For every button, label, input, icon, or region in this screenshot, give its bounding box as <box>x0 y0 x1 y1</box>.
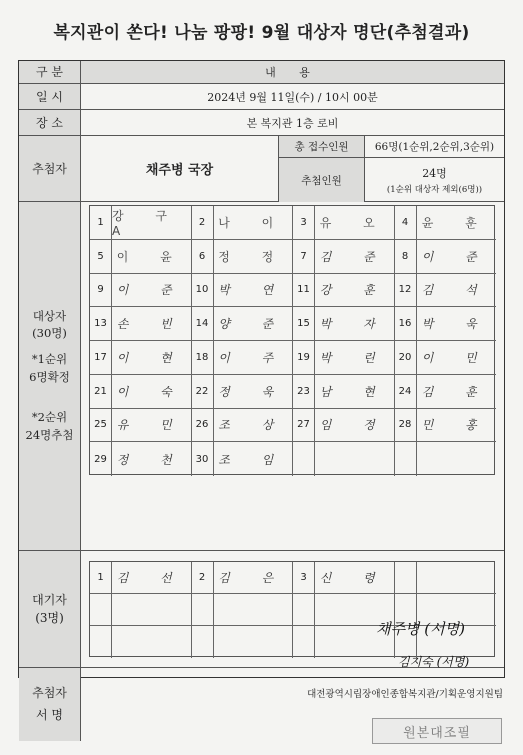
total-label: 총 접수인원 <box>279 136 365 158</box>
recipient-cell <box>192 442 294 476</box>
waiting-number: 2 <box>192 562 214 593</box>
original-verified-stamp: 원본대조필 <box>372 718 502 744</box>
waiting-cell <box>192 562 294 594</box>
recipient-number: 19 <box>293 341 315 374</box>
recipient-cell <box>395 409 497 443</box>
waiting-name: 김 선 <box>116 571 186 585</box>
waiting-grid <box>89 561 495 657</box>
recipient-cell <box>90 307 192 341</box>
waiting-number <box>192 626 214 658</box>
waiting-row <box>19 551 504 668</box>
draw-count-number: 24명 <box>422 167 447 180</box>
recipient-number: 22 <box>192 375 214 408</box>
date-label: 일 시 <box>19 84 81 109</box>
recipient-cell <box>293 375 395 409</box>
total-value: 66명(1순위,2순위,3순위) <box>365 136 504 158</box>
recipient-name: 유 오 <box>319 215 389 230</box>
recipient-cell <box>395 274 497 308</box>
recipient-cell <box>395 341 497 375</box>
recipient-number: 26 <box>192 409 214 442</box>
signature-label-title: 추첨자 <box>32 685 67 700</box>
recipient-name: 김 석 <box>421 283 491 298</box>
recipient-number: 13 <box>90 307 112 340</box>
recipient-number <box>293 442 315 476</box>
recipient-cell <box>395 240 497 274</box>
recipient-number: 28 <box>395 409 417 442</box>
recipient-name <box>417 442 497 476</box>
recipient-name: 나 이 <box>218 215 288 230</box>
recipient-number: 7 <box>293 240 315 273</box>
recipient-cell <box>90 240 192 274</box>
recipient-number: 15 <box>293 307 315 340</box>
date-value: 2024년 9월 11일(수) / 10시 00분 <box>207 90 378 104</box>
draw-count-label: 추첨인원 <box>279 158 365 202</box>
recipient-name: 손 빈 <box>116 317 186 332</box>
waiting-number <box>192 594 214 625</box>
place-label: 장 소 <box>19 110 81 135</box>
recipients-row <box>19 202 504 551</box>
recipients-label-rank1: *1순위 <box>31 352 68 367</box>
recipient-name: 윤 훈 <box>421 215 491 230</box>
waiting-number: 3 <box>293 562 315 593</box>
organization-footer: 대전광역시립장애인종합복지관/기획운영지원팀 <box>307 689 503 700</box>
recipient-number: 14 <box>192 307 214 340</box>
recipient-name: 박 자 <box>319 317 389 332</box>
recipients-label-rank1-note: 6명확정 <box>29 370 70 384</box>
recipient-number: 11 <box>293 274 315 307</box>
place-row <box>19 110 504 136</box>
recipient-cell <box>395 206 497 240</box>
recipient-number: 29 <box>90 442 112 476</box>
waiting-number: 1 <box>90 562 112 593</box>
header-value: 내 용 <box>265 66 320 79</box>
recipients-label-rank2: *2순위 <box>31 409 68 424</box>
recipient-cell <box>192 206 294 240</box>
recipient-name: 유 민 <box>116 418 186 433</box>
header-row <box>19 61 504 84</box>
drawer-row <box>19 136 504 202</box>
recipient-name: 민 홍 <box>421 418 491 433</box>
recipient-number: 3 <box>293 206 315 239</box>
signature-label <box>19 668 81 741</box>
waiting-cell <box>395 562 497 594</box>
recipient-cell <box>192 307 294 341</box>
recipient-name <box>315 442 394 476</box>
recipient-cell <box>90 274 192 308</box>
recipient-cell <box>293 206 395 240</box>
recipient-cell <box>293 442 395 476</box>
draw-count-value <box>365 158 504 202</box>
waiting-number <box>395 562 417 593</box>
recipient-cell <box>90 442 192 476</box>
recipient-number: 30 <box>192 442 214 476</box>
recipient-name: 김 준 <box>319 249 389 264</box>
recipient-name: 조 상 <box>218 418 288 433</box>
recipient-cell <box>293 307 395 341</box>
waiting-label <box>19 551 81 667</box>
recipients-label-count: (30명) <box>32 326 67 341</box>
recipient-number: 4 <box>395 206 417 239</box>
recipient-number: 17 <box>90 341 112 374</box>
recipient-name: 이 숙 <box>116 384 186 399</box>
recipient-cell <box>90 409 192 443</box>
recipient-cell <box>293 240 395 274</box>
recipient-number: 10 <box>192 274 214 307</box>
waiting-name <box>214 594 293 625</box>
document-title: 복지관이 쏜다! 나눔 팡팡! 9월 대상자 명단(추첨결과) <box>53 23 470 43</box>
recipient-cell <box>293 341 395 375</box>
recipient-cell <box>293 274 395 308</box>
draw-count-note: (1순위 대상자 제외(6명)) <box>386 185 483 195</box>
recipient-name: 강 구A <box>112 208 181 238</box>
recipient-name: 강 훈 <box>319 283 389 298</box>
waiting-name <box>112 594 191 625</box>
recipients-label <box>19 202 81 550</box>
waiting-name <box>112 626 191 658</box>
recipient-name: 박 욱 <box>421 317 491 332</box>
waiting-number <box>90 626 112 658</box>
waiting-cell <box>192 594 294 626</box>
recipient-name: 남 현 <box>319 384 389 399</box>
recipient-cell <box>90 341 192 375</box>
recipient-number: 1 <box>90 206 112 239</box>
recipient-cell <box>395 375 497 409</box>
waiting-label-title: 대기자 <box>32 593 67 607</box>
recipient-number: 23 <box>293 375 315 408</box>
drawer-name: 채주병 국장 <box>81 136 279 201</box>
recipient-cell <box>90 206 192 240</box>
recipient-cell <box>192 274 294 308</box>
recipient-name: 정 천 <box>116 452 186 467</box>
recipient-name: 이 현 <box>116 350 186 365</box>
recipient-cell <box>192 240 294 274</box>
waiting-name <box>417 562 497 593</box>
recipient-number: 9 <box>90 274 112 307</box>
recipient-name: 김 훈 <box>421 384 491 399</box>
recipient-number: 24 <box>395 375 417 408</box>
waiting-number <box>90 594 112 625</box>
recipient-name: 박 연 <box>218 283 288 298</box>
place-value: 본 복지관 1층 로비 <box>246 116 339 130</box>
drawer-label: 추첨자 <box>19 136 81 201</box>
recipients-label-rank2-note: 24명추첨 <box>25 427 74 442</box>
recipients-grid <box>89 205 495 475</box>
header-label: 구 분 <box>19 61 81 83</box>
recipient-name: 조 임 <box>218 452 288 467</box>
waiting-name: 신 령 <box>319 571 389 585</box>
signature-1: 채주병 (서명) <box>376 620 465 638</box>
recipient-name: 양 준 <box>218 317 288 332</box>
recipient-name: 박 린 <box>319 350 389 365</box>
recipient-number <box>395 442 417 476</box>
recipient-name: 이 민 <box>421 350 491 365</box>
date-row <box>19 84 504 110</box>
recipient-cell <box>90 375 192 409</box>
signature-label-sign: 서 명 <box>36 707 63 722</box>
waiting-cell <box>90 626 192 658</box>
recipient-number: 21 <box>90 375 112 408</box>
waiting-name: 김 은 <box>218 571 288 585</box>
recipient-number: 18 <box>192 341 214 374</box>
waiting-name <box>214 626 293 658</box>
recipient-cell <box>192 375 294 409</box>
waiting-cell <box>90 562 192 594</box>
recipient-name: 정 욱 <box>218 384 288 399</box>
waiting-number <box>293 594 315 625</box>
recipients-label-title: 대상자 <box>32 308 67 323</box>
recipient-cell <box>293 409 395 443</box>
recipient-cell <box>192 341 294 375</box>
waiting-cell <box>90 594 192 626</box>
recipient-number: 27 <box>293 409 315 442</box>
recipient-name: 이 준 <box>116 283 186 298</box>
waiting-cell <box>293 562 395 594</box>
recipient-number: 6 <box>192 240 214 273</box>
recipient-number: 12 <box>395 274 417 307</box>
waiting-label-count: (3명) <box>35 611 64 625</box>
recipient-cell <box>395 307 497 341</box>
recipient-name: 임 정 <box>319 418 389 433</box>
recipient-name: 이 준 <box>421 249 491 264</box>
recipient-number: 2 <box>192 206 214 239</box>
recipient-cell <box>395 442 497 476</box>
recipient-name: 이 주 <box>218 350 288 365</box>
recipient-number: 8 <box>395 240 417 273</box>
recipient-name: 정 정 <box>218 249 288 264</box>
recipient-cell <box>192 409 294 443</box>
recipient-number: 25 <box>90 409 112 442</box>
signature-2: 김지숙 (서명) <box>398 655 470 669</box>
recipient-name: 이 윤 <box>116 249 186 264</box>
waiting-cell <box>192 626 294 658</box>
recipient-number: 16 <box>395 307 417 340</box>
recipient-number: 5 <box>90 240 112 273</box>
recipient-number: 20 <box>395 341 417 374</box>
waiting-number <box>293 626 315 658</box>
